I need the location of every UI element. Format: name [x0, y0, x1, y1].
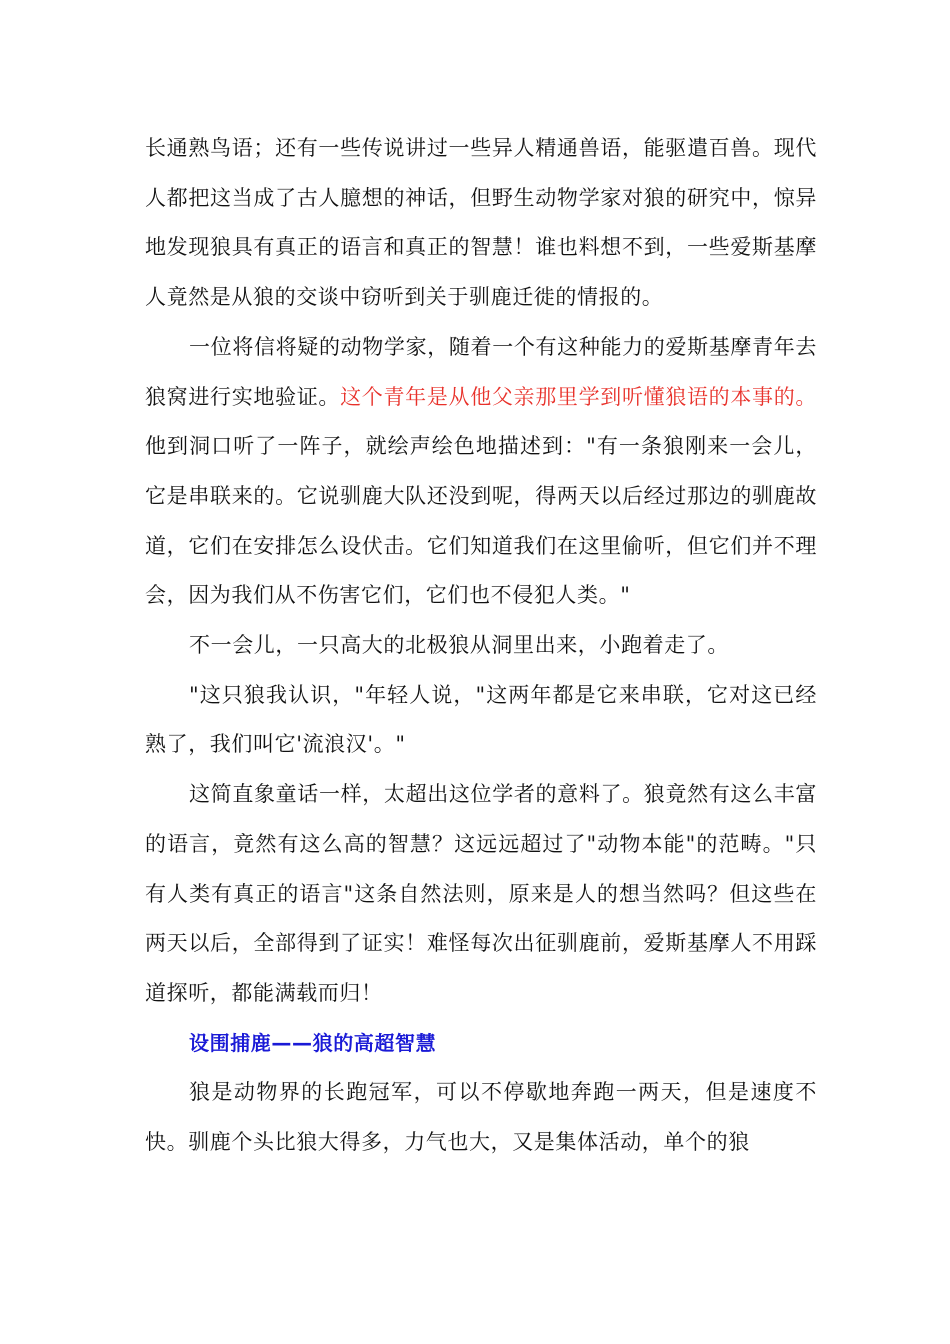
section-heading: 设围捕鹿——狼的高超智慧	[189, 1030, 437, 1055]
paragraph-3	[145, 621, 817, 671]
paragraph-2-text-a: 一位将信将疑的动物学家，随着一个有这种能力的爱斯基摩青年去狼窝进行实地验证。	[145, 334, 817, 409]
paragraph-2-highlight-red: 这个青年是从他父亲那里学到听懂狼语的本事的。	[340, 384, 817, 409]
paragraph-5	[145, 770, 817, 1019]
paragraph-3-text: 不一会儿，一只高大的北极狼从洞里出来，小跑着走了。	[189, 633, 729, 658]
paragraph-2-text-b: 他到洞口听了一阵子，就绘声绘色地描述到："有一条狼刚来一会儿，它是串联来的。它说驯鹿大队还没到呢，得两天以后经过那边的驯鹿故道，它们在安排怎么设伏击。它们知道我们在这里偷听，但它们并不理会，因为我们从不伤害它们，它们也不侵犯人类。"	[145, 434, 817, 608]
paragraph-6-text: 狼是动物界的长跑冠军，可以不停歇地奔跑一两天，但是速度不快。驯鹿个头比狼大得多，力气也大，又是集体活动，单个的狼	[145, 1080, 817, 1155]
paragraph-4	[145, 671, 817, 770]
paragraph-1	[145, 124, 817, 323]
paragraph-1-text: 长通熟鸟语；还有一些传说讲过一些异人精通兽语，能驱遣百兽。现代人都把这当成了古人臆想的神话，但野生动物学家对狼的研究中，惊异地发现狼具有真正的语言和真正的智慧！谁也料想不到，一些爱斯基摩人竟然是从狼的交谈中窃听到关于驯鹿迁徙的情报的。	[145, 136, 817, 310]
paragraph-5-text: 这简直象童话一样，太超出这位学者的意料了。狼竟然有这么丰富的语言，竟然有这么高的智慧？这远远超过了"动物本能"的范畴。"只有人类有真正的语言"这条自然法则，原来是人的想当然吗？但这些在两天以后，全部得到了证实！难怪每次出征驯鹿前，爱斯基摩人不用踩道探听，都能满载而归！	[145, 782, 817, 1005]
article-body	[145, 124, 817, 1168]
paragraph-6	[145, 1068, 817, 1167]
paragraph-2	[145, 323, 817, 621]
paragraph-4-text: "这只狼我认识，"年轻人说，"这两年都是它来串联，它对这已经熟了，我们叫它'流浪汉'。"	[145, 682, 817, 757]
